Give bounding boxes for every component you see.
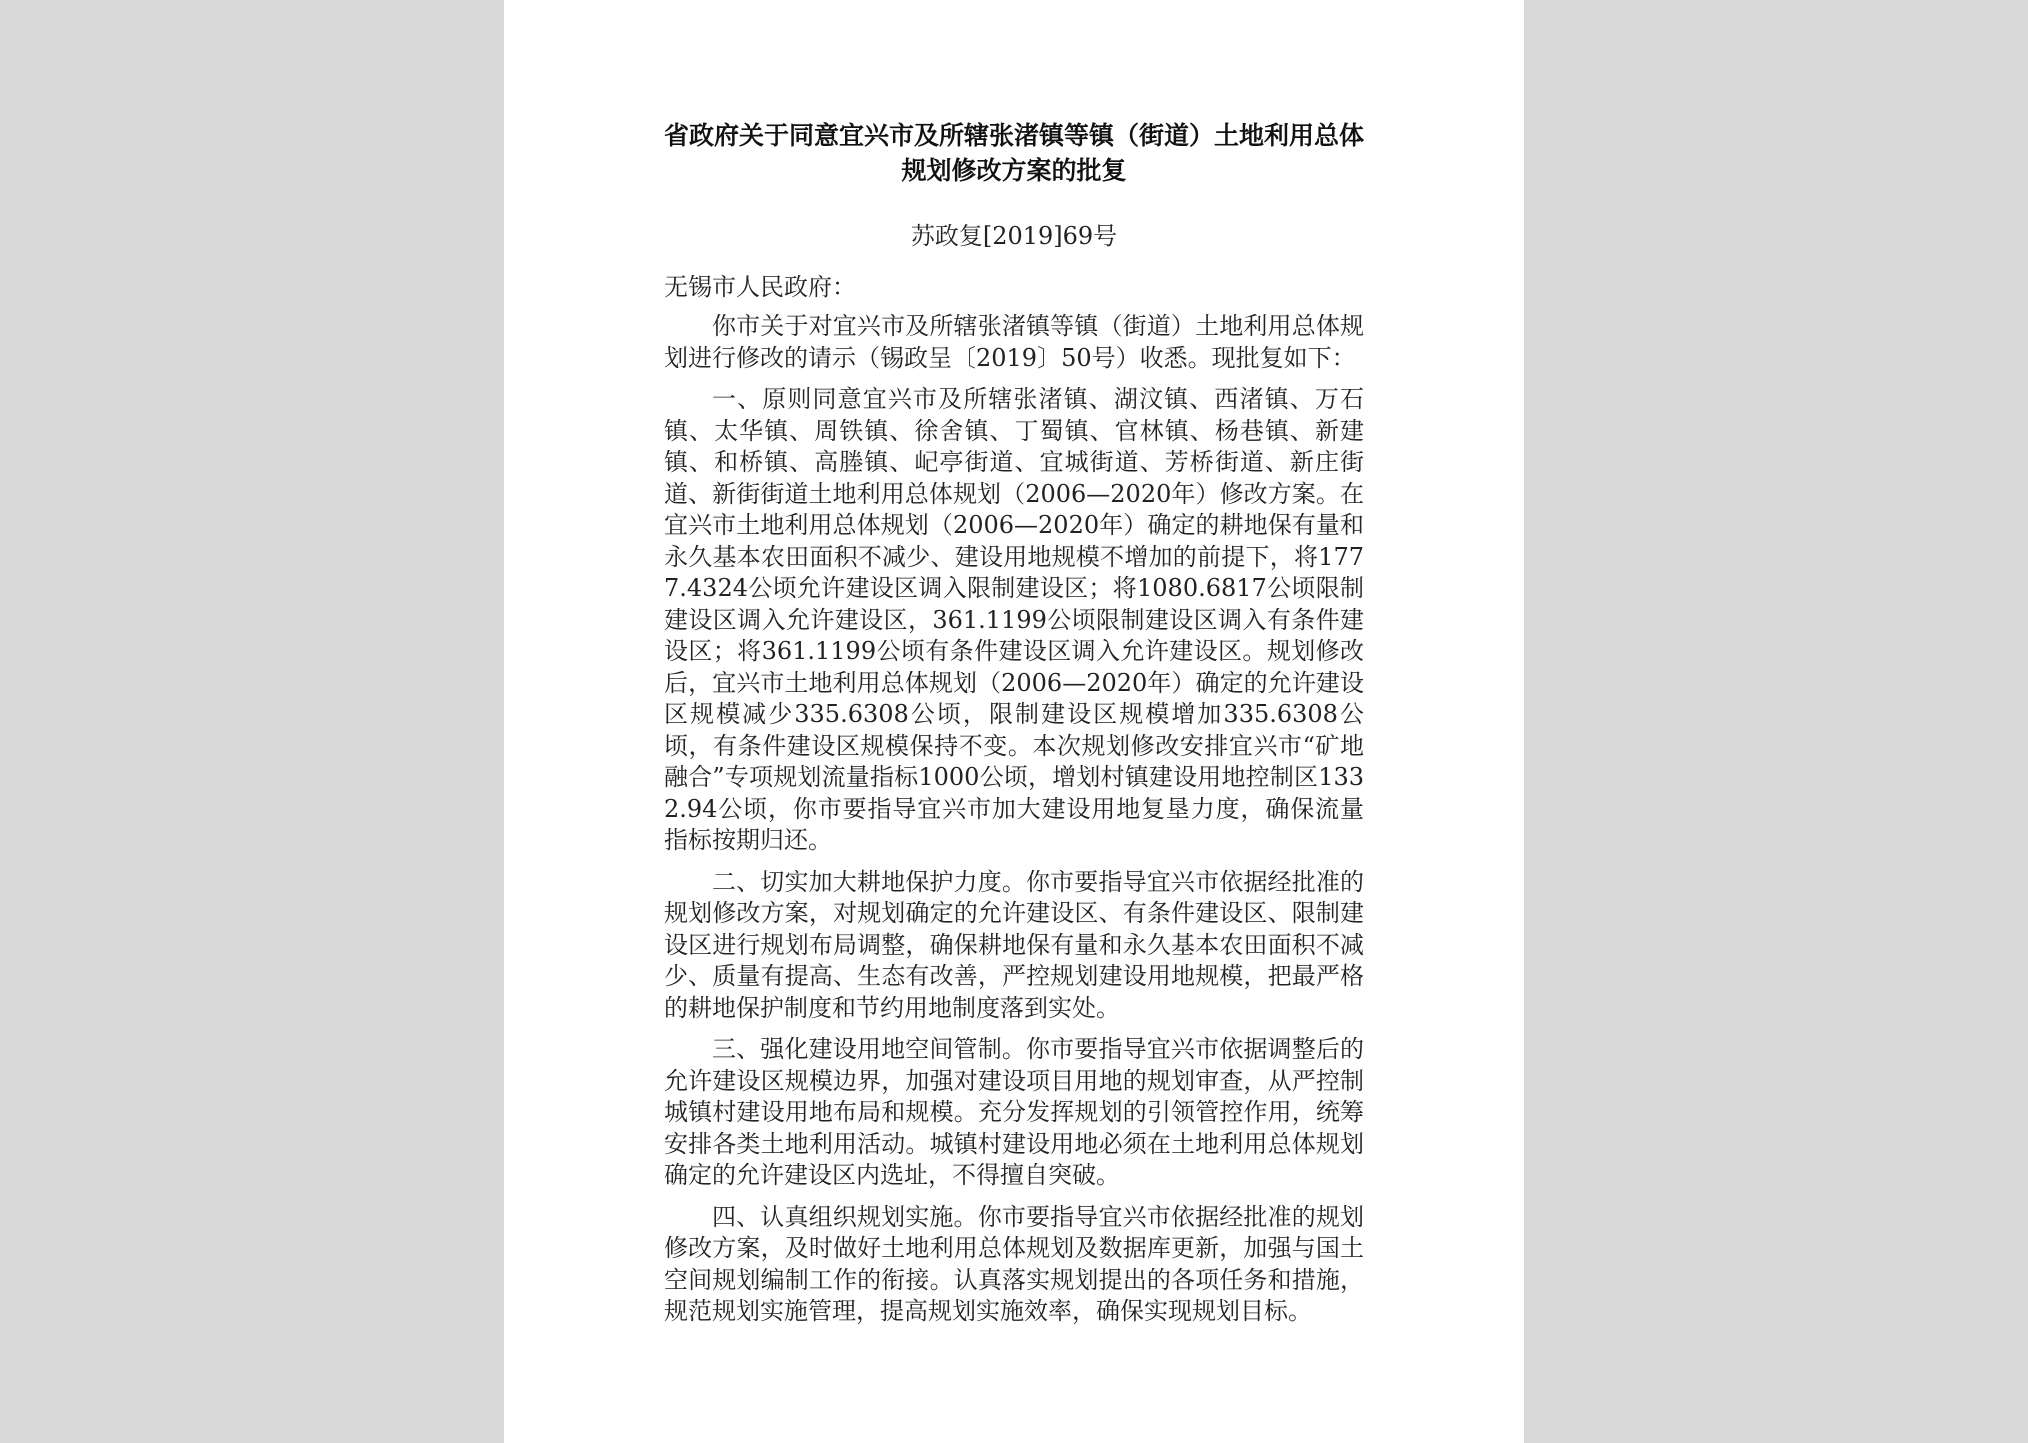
document-body <box>664 118 1364 1328</box>
paragraph-item-2: 二、切实加大耕地保护力度。你市要指导宜兴市依据经批准的规划修改方案，对规划确定的允许建设区、有条件建设区、限制建设区进行规划布局调整，确保耕地保有量和永久基本农田面积不减少、质量有提高、生态有改善，严控规划建设用地规模，把最严格的耕地保护制度和节约用地制度落到实处。 <box>664 867 1364 1022</box>
paragraph-item-1: 一、原则同意宜兴市及所辖张渚镇、湖汶镇、西渚镇、万石镇、太华镇、周铁镇、徐舍镇、丁蜀镇、官林镇、杨巷镇、新建镇、和桥镇、高塍镇、屺亭街道、宜城街道、芳桥街道、新庄街道、新街街道土地利用总体规划（2006—2020年）修改方案。在宜兴市土地利用总体规划（2006—2020年）确定的耕地保有量和永久基本农田面积不减少、建设用地规模不增加的前提下，将1777.4324公顷允许建设区调入限制建设区；将1080.6817公顷限制建设区调入允许建设区，361.1199公顷限制建设区调入有条件建设区；将361.1199公顷有条件建设区调入允许建设区。规划修改后，宜兴市土地利用总体规划（2006—2020年）确定的允许建设区规模减少335.6308公顷，限制建设区规模增加335.6308公顷，有条件建设区规模保持不变。本次规划修改安排宜兴市“矿地融合”专项规划流量指标1000公顷，增划村镇建设用地控制区1332.94公顷，你市要指导宜兴市加大建设用地复垦力度，确保流量指标按期归还。 <box>664 385 1364 854</box>
paragraph-intro: 你市关于对宜兴市及所辖张渚镇等镇（街道）土地利用总体规划进行修改的请示（锡政呈〔2019〕50号）收悉。现批复如下： <box>664 312 1364 372</box>
document-page <box>504 0 1524 1443</box>
document-title: 省政府关于同意宜兴市及所辖张渚镇等镇（街道）土地利用总体规划修改方案的批复 <box>664 121 1365 185</box>
document-number: 苏政复[2019]69号 <box>910 222 1118 250</box>
paragraph-item-4: 四、认真组织规划实施。你市要指导宜兴市依据经批准的规划修改方案，及时做好土地利用总体规划及数据库更新，加强与国土空间规划编制工作的衔接。认真落实规划提出的各项任务和措施，规范规划实施管理，提高规划实施效率，确保实现规划目标。 <box>664 1202 1364 1325</box>
paragraph-item-3: 三、强化建设用地空间管制。你市要指导宜兴市依据调整后的允许建设区规模边界，加强对建设项目用地的规划审查，从严控制城镇村建设用地布局和规模。充分发挥规划的引领管控作用，统筹安排各类土地利用活动。城镇村建设用地必须在土地利用总体规划确定的允许建设区内选址，不得擅自突破。 <box>664 1035 1364 1189</box>
salutation: 无锡市人民政府： <box>664 273 856 301</box>
